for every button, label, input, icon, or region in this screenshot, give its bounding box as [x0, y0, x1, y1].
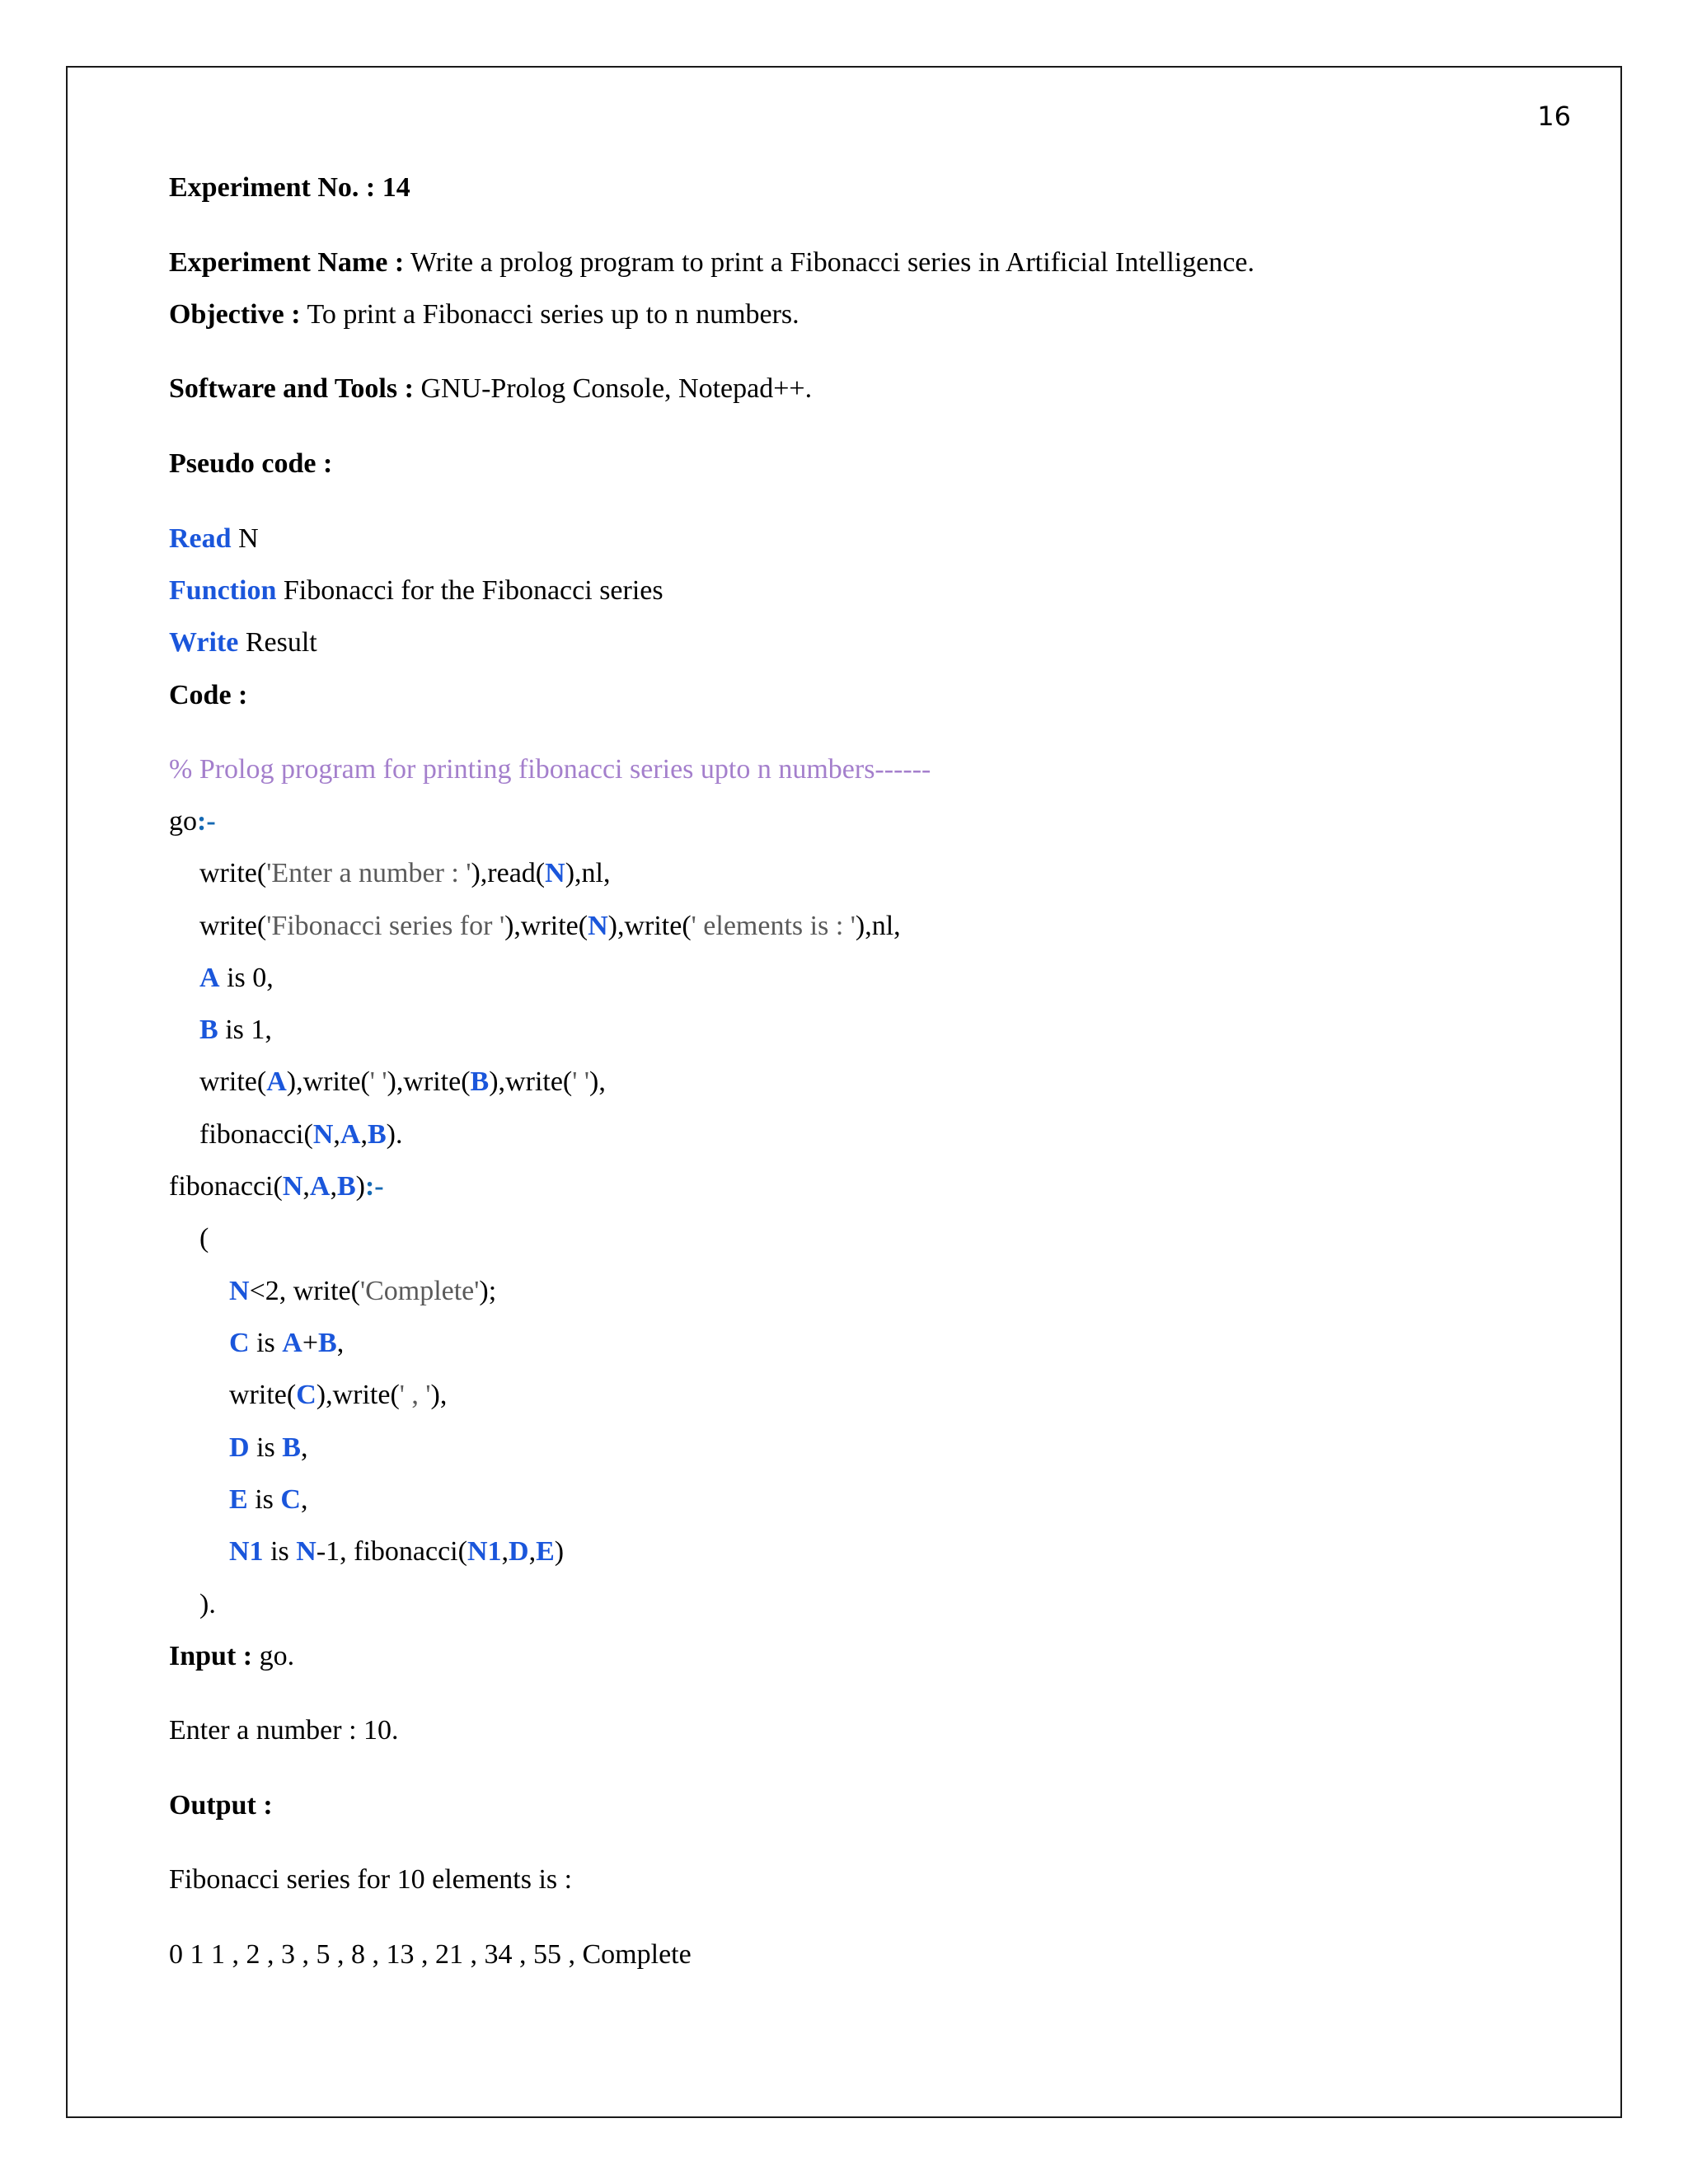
code-heading: Code :: [169, 680, 248, 710]
input-prompt: Enter a number : 10.: [169, 1715, 399, 1746]
objective: Objective : To print a Fibonacci series up to n numbers.: [169, 299, 799, 330]
code-line: write('Enter a number : '),read(N),nl,: [199, 858, 611, 888]
code-line: N1 is N-1, fibonacci(N1,D,E): [229, 1536, 565, 1567]
experiment-number: Experiment No. : 14: [169, 172, 410, 203]
code-line: B is 1,: [199, 1015, 272, 1045]
code-line: C is A+B,: [229, 1328, 345, 1358]
output-line: 0 1 1 , 2 , 3 , 5 , 8 , 13 , 21 , 34 , 55 , Complete: [169, 1939, 692, 1970]
software-tools: Software and Tools : GNU-Prolog Console, Notepad++.: [169, 373, 813, 404]
code-line: (: [199, 1223, 209, 1254]
pseudo-code-heading: Pseudo code :: [169, 448, 333, 479]
output-line: Fibonacci series for 10 elements is :: [169, 1864, 573, 1895]
code-line: ).: [199, 1589, 216, 1619]
page-number: 16: [1537, 101, 1571, 132]
pseudo-line: Function Fibonacci for the Fibonacci series: [169, 575, 663, 606]
code-line: A is 0,: [199, 963, 274, 993]
code-line: write('Fibonacci series for '),write(N),write(' elements is : '),nl,: [199, 911, 901, 941]
code-line: write(A),write(' '),write(B),write(' '),: [199, 1066, 606, 1097]
input-line: Input : go.: [169, 1641, 295, 1671]
code-line: N<2, write('Complete');: [229, 1276, 497, 1306]
code-line: E is C,: [229, 1484, 308, 1515]
experiment-name: Experiment Name : Write a prolog program to print a Fibonacci series in Artificial Intelligence.: [169, 247, 1255, 278]
output-heading: Output :: [169, 1790, 273, 1821]
code-line: fibonacci(N,A,B).: [199, 1119, 403, 1150]
code-line: go:-: [169, 806, 216, 837]
code-line: fibonacci(N,A,B):-: [169, 1171, 384, 1202]
code-line: D is B,: [229, 1432, 308, 1463]
pseudo-line: Read N: [169, 523, 259, 554]
code-line: write(C),write(' , '),: [229, 1380, 448, 1410]
pseudo-line: Write Result: [169, 627, 317, 658]
code-comment: % Prolog program for printing fibonacci series upto n numbers------: [169, 754, 931, 785]
